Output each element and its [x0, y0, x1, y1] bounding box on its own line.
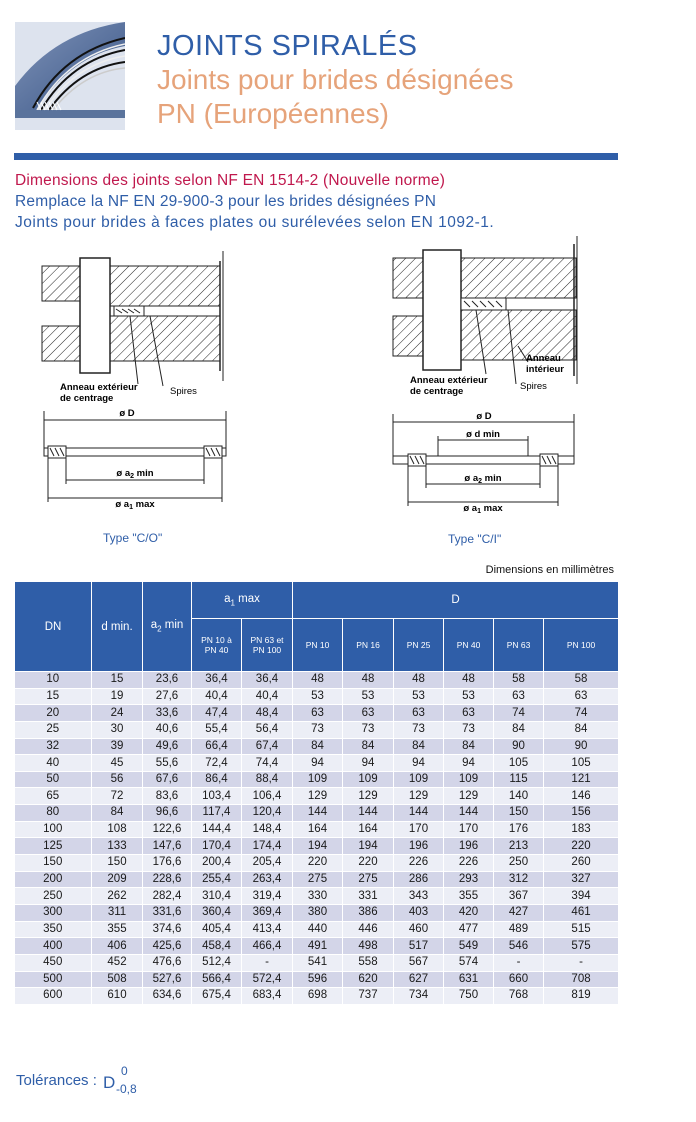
- table-cell: 620: [343, 971, 394, 988]
- table-row: [15, 771, 619, 788]
- table-cell: 220: [544, 838, 619, 855]
- dim-a2: ø $a_2$ min: [116, 468, 154, 480]
- table-cell: 15: [15, 688, 92, 705]
- table-cell: 20: [15, 705, 92, 722]
- table-cell: 129: [293, 788, 343, 805]
- table-cell: 220: [293, 855, 343, 872]
- table-cell: 105: [494, 755, 544, 772]
- table-cell: 83,6: [143, 788, 192, 805]
- label-outer-ring-2: de centrage: [60, 393, 114, 404]
- header-a1-pn63-100: PN 63 et PN 100: [242, 619, 293, 672]
- table-cell: 196: [394, 838, 444, 855]
- table-row: [15, 788, 619, 805]
- table-cell: 86,4: [192, 771, 242, 788]
- table-cell: 293: [444, 871, 494, 888]
- table-cell: 84: [494, 721, 544, 738]
- table-cell: 331: [343, 888, 394, 905]
- table-cell: 53: [444, 688, 494, 705]
- diagram-type-ci: [388, 236, 608, 516]
- table-cell: 566,4: [192, 971, 242, 988]
- table-cell: 63: [343, 705, 394, 722]
- table-cell: 660: [494, 971, 544, 988]
- table-row: [15, 904, 619, 921]
- table-cell: 109: [394, 771, 444, 788]
- table-cell: 109: [293, 771, 343, 788]
- table-cell: 286: [394, 871, 444, 888]
- table-cell: 213: [494, 838, 544, 855]
- table-cell: 310,4: [192, 888, 242, 905]
- table-cell: 84: [444, 738, 494, 755]
- dim-d-min: ø d min: [466, 429, 500, 440]
- header-rule: [14, 153, 618, 160]
- table-row: [15, 738, 619, 755]
- table-cell: 491: [293, 938, 343, 955]
- table-cell: 394: [544, 888, 619, 905]
- table-cell: 150: [494, 805, 544, 822]
- table-cell: 33,6: [143, 705, 192, 722]
- table-row: [15, 938, 619, 955]
- table-cell: 105: [544, 755, 619, 772]
- table-cell: 176,6: [143, 855, 192, 872]
- table-cell: 512,4: [192, 954, 242, 971]
- table-cell: 94: [394, 755, 444, 772]
- table-cell: 45: [92, 755, 143, 772]
- table-cell: 94: [293, 755, 343, 772]
- table-cell: 140: [494, 788, 544, 805]
- table-cell: 255,4: [192, 871, 242, 888]
- table-cell: 369,4: [242, 904, 293, 921]
- table-cell: 40,6: [143, 721, 192, 738]
- header-D-pn: PN 25: [394, 619, 444, 672]
- header-D-pn: PN 16: [343, 619, 394, 672]
- table-cell: 610: [92, 988, 143, 1005]
- table-row: [15, 838, 619, 855]
- table-cell: 200,4: [192, 855, 242, 872]
- table-cell: 343: [394, 888, 444, 905]
- table-cell: 53: [343, 688, 394, 705]
- table-row: [15, 705, 619, 722]
- type-co-label: Type "C/O": [103, 531, 163, 545]
- table-cell: 400: [15, 938, 92, 955]
- table-cell: 96,6: [143, 805, 192, 822]
- table-cell: 312: [494, 871, 544, 888]
- table-row: [15, 821, 619, 838]
- table-cell: 575: [544, 938, 619, 955]
- table-row: [15, 755, 619, 772]
- tolerance-lower: -0,8: [116, 1082, 137, 1096]
- table-cell: 72,4: [192, 755, 242, 772]
- header-D-pn: PN 100: [544, 619, 619, 672]
- table-cell: 627: [394, 971, 444, 988]
- table-cell: 350: [15, 921, 92, 938]
- table-cell: 374,6: [143, 921, 192, 938]
- table-cell: 683,4: [242, 988, 293, 1005]
- table-cell: 263,4: [242, 871, 293, 888]
- table-cell: 405,4: [192, 921, 242, 938]
- table-cell: 698: [293, 988, 343, 1005]
- table-cell: 27,6: [143, 688, 192, 705]
- table-cell: 73: [343, 721, 394, 738]
- table-cell: 125: [15, 838, 92, 855]
- table-cell: 150: [15, 855, 92, 872]
- table-cell: 39: [92, 738, 143, 755]
- table-cell: 15: [92, 672, 143, 689]
- table-row: [15, 855, 619, 872]
- table-cell: 73: [444, 721, 494, 738]
- table-cell: 250: [15, 888, 92, 905]
- table-cell: 90: [544, 738, 619, 755]
- table-cell: 574: [444, 954, 494, 971]
- table-cell: 446: [343, 921, 394, 938]
- table-cell: 88,4: [242, 771, 293, 788]
- table-cell: 466,4: [242, 938, 293, 955]
- table-cell: 330: [293, 888, 343, 905]
- table-cell: 176: [494, 821, 544, 838]
- table-cell: 49,6: [143, 738, 192, 755]
- table-cell: 476,6: [143, 954, 192, 971]
- table-cell: 558: [343, 954, 394, 971]
- table-cell: 53: [293, 688, 343, 705]
- table-cell: 734: [394, 988, 444, 1005]
- table-cell: 675,4: [192, 988, 242, 1005]
- table-cell: 450: [15, 954, 92, 971]
- header-a2min: $a_2$ min: [143, 582, 192, 672]
- table-cell: 47,4: [192, 705, 242, 722]
- table-cell: 144: [444, 805, 494, 822]
- table-cell: 489: [494, 921, 544, 938]
- table-cell: 498: [343, 938, 394, 955]
- header-a1-pn10-40: PN 10 à PN 40: [192, 619, 242, 672]
- table-cell: 84: [343, 738, 394, 755]
- table-cell: 205,4: [242, 855, 293, 872]
- tolerance-symbol: D: [103, 1073, 116, 1092]
- table-cell: 48: [343, 672, 394, 689]
- table-cell: 63: [444, 705, 494, 722]
- table-cell: 67,4: [242, 738, 293, 755]
- table-body: [15, 672, 619, 1005]
- table-cell: 40,4: [242, 688, 293, 705]
- table-cell: 48: [394, 672, 444, 689]
- dim-a1-ci: ø $a_1$ max: [463, 503, 503, 515]
- table-cell: 48,4: [242, 705, 293, 722]
- table-cell: 74: [494, 705, 544, 722]
- table-cell: 461: [544, 904, 619, 921]
- table-cell: 90: [494, 738, 544, 755]
- header-dmin: d min.: [92, 582, 143, 672]
- table-cell: 631: [444, 971, 494, 988]
- header-dn: DN: [15, 582, 92, 672]
- table-cell: 327: [544, 871, 619, 888]
- table-row: [15, 672, 619, 689]
- table-row: [15, 721, 619, 738]
- table-row: [15, 688, 619, 705]
- table-cell: 355: [444, 888, 494, 905]
- table-row: [15, 888, 619, 905]
- table-cell: 196: [444, 838, 494, 855]
- dim-D-ci: ø D: [476, 411, 492, 422]
- table-cell: 55,4: [192, 721, 242, 738]
- table-cell: 50: [15, 771, 92, 788]
- table-cell: 260: [544, 855, 619, 872]
- table-cell: 23,6: [143, 672, 192, 689]
- table-cell: 108: [92, 821, 143, 838]
- table-cell: 194: [293, 838, 343, 855]
- table-cell: 768: [494, 988, 544, 1005]
- table-cell: 30: [92, 721, 143, 738]
- table-row: [15, 954, 619, 971]
- label-inner-ring: Anneau: [526, 353, 561, 364]
- table-cell: 19: [92, 688, 143, 705]
- table-cell: 72: [92, 788, 143, 805]
- table-cell: 40: [15, 755, 92, 772]
- table-cell: 25: [15, 721, 92, 738]
- units-note: Dimensions en millimètres: [485, 564, 614, 576]
- table-cell: 460: [394, 921, 444, 938]
- table-cell: 66,4: [192, 738, 242, 755]
- table-cell: 300: [15, 904, 92, 921]
- table-cell: 458,4: [192, 938, 242, 955]
- table-cell: 63: [293, 705, 343, 722]
- table-cell: 48: [444, 672, 494, 689]
- table-cell: 121: [544, 771, 619, 788]
- table-row: [15, 871, 619, 888]
- dimensions-table: [14, 581, 619, 1005]
- table-cell: 226: [444, 855, 494, 872]
- table-cell: 386: [343, 904, 394, 921]
- table-cell: 84: [293, 738, 343, 755]
- table-cell: -: [494, 954, 544, 971]
- page-subtitle-line1: Joints pour brides désignées: [157, 64, 514, 95]
- header-D-pn: PN 10: [293, 619, 343, 672]
- label-inner-ring-2: intérieur: [526, 364, 565, 375]
- table-cell: 452: [92, 954, 143, 971]
- table-cell: 144: [293, 805, 343, 822]
- table-cell: 115: [494, 771, 544, 788]
- table-cell: 170: [394, 821, 444, 838]
- header-D: D: [293, 582, 619, 619]
- label-spires-ci: Spires: [520, 381, 547, 392]
- table-cell: 36,4: [242, 672, 293, 689]
- table-cell: 355: [92, 921, 143, 938]
- table-cell: 194: [343, 838, 394, 855]
- table-cell: 220: [343, 855, 394, 872]
- table-cell: 84: [544, 721, 619, 738]
- table-cell: 55,6: [143, 755, 192, 772]
- table-cell: 282,4: [143, 888, 192, 905]
- diagram-type-co: [30, 236, 250, 516]
- table-cell: 600: [15, 988, 92, 1005]
- table-cell: 144,4: [192, 821, 242, 838]
- table-cell: 129: [394, 788, 444, 805]
- table-cell: 84: [394, 738, 444, 755]
- table-cell: 275: [343, 871, 394, 888]
- table-cell: 546: [494, 938, 544, 955]
- page-title: JOINTS SPIRALÉS: [157, 30, 418, 62]
- table-cell: 146: [544, 788, 619, 805]
- table-cell: 517: [394, 938, 444, 955]
- table-cell: 120,4: [242, 805, 293, 822]
- table-cell: 170: [444, 821, 494, 838]
- label-spires: Spires: [170, 386, 197, 397]
- table-cell: 403: [394, 904, 444, 921]
- table-cell: 148,4: [242, 821, 293, 838]
- table-cell: 74,4: [242, 755, 293, 772]
- table-cell: 103,4: [192, 788, 242, 805]
- table-cell: 819: [544, 988, 619, 1005]
- table-cell: 500: [15, 971, 92, 988]
- type-ci-label: Type "C/I": [448, 532, 502, 546]
- intro-line-1: Dimensions des joints selon NF EN 1514-2 (Nouvelle norme): [15, 172, 446, 189]
- table-cell: 477: [444, 921, 494, 938]
- table-cell: 319,4: [242, 888, 293, 905]
- table-cell: 56,4: [242, 721, 293, 738]
- table-cell: 440: [293, 921, 343, 938]
- gasket-illustration: [15, 22, 125, 130]
- table-cell: 228,6: [143, 871, 192, 888]
- table-cell: 275: [293, 871, 343, 888]
- table-cell: 94: [343, 755, 394, 772]
- table-cell: 708: [544, 971, 619, 988]
- table-cell: 147,6: [143, 838, 192, 855]
- table-cell: 311: [92, 904, 143, 921]
- table-cell: 58: [544, 672, 619, 689]
- table-cell: 58: [494, 672, 544, 689]
- table-cell: 737: [343, 988, 394, 1005]
- table-cell: 63: [394, 705, 444, 722]
- table-cell: 129: [444, 788, 494, 805]
- table-cell: 209: [92, 871, 143, 888]
- table-cell: 380: [293, 904, 343, 921]
- table-cell: 56: [92, 771, 143, 788]
- table-cell: 406: [92, 938, 143, 955]
- table-cell: 63: [544, 688, 619, 705]
- page-subtitle-line2: PN (Européennes): [157, 98, 389, 129]
- table-cell: 133: [92, 838, 143, 855]
- table-cell: 508: [92, 971, 143, 988]
- table-cell: 596: [293, 971, 343, 988]
- table-row: [15, 805, 619, 822]
- header-D-pn: PN 63: [494, 619, 544, 672]
- table-cell: 427: [494, 904, 544, 921]
- table-cell: 549: [444, 938, 494, 955]
- header-a1max: $a_1$ max: [192, 582, 293, 619]
- table-cell: 144: [394, 805, 444, 822]
- table-cell: 53: [394, 688, 444, 705]
- table-cell: 32: [15, 738, 92, 755]
- table-cell: 84: [92, 805, 143, 822]
- table-cell: 36,4: [192, 672, 242, 689]
- table-cell: 67,6: [143, 771, 192, 788]
- table-cell: 100: [15, 821, 92, 838]
- table-cell: 425,6: [143, 938, 192, 955]
- table-cell: 250: [494, 855, 544, 872]
- table-cell: -: [544, 954, 619, 971]
- table-cell: 183: [544, 821, 619, 838]
- table-cell: 129: [343, 788, 394, 805]
- table-cell: 73: [394, 721, 444, 738]
- table-cell: 109: [444, 771, 494, 788]
- table-cell: 10: [15, 672, 92, 689]
- table-cell: 174,4: [242, 838, 293, 855]
- table-cell: 331,6: [143, 904, 192, 921]
- table-row: [15, 988, 619, 1005]
- table-cell: 367: [494, 888, 544, 905]
- intro-line-2: Remplace la NF EN 29-900-3 pour les brides désignées PN: [15, 193, 437, 210]
- table-cell: 109: [343, 771, 394, 788]
- table-cell: 65: [15, 788, 92, 805]
- table-cell: 413,4: [242, 921, 293, 938]
- table-cell: -: [242, 954, 293, 971]
- intro-line-3: Joints pour brides à faces plates ou surélevées selon EN 1092-1.: [15, 214, 495, 231]
- table-cell: 567: [394, 954, 444, 971]
- table-cell: 200: [15, 871, 92, 888]
- label-outer-ring-ci-2: de centrage: [410, 386, 464, 397]
- table-cell: 24: [92, 705, 143, 722]
- table-row: [15, 921, 619, 938]
- table-cell: 226: [394, 855, 444, 872]
- table-cell: 74: [544, 705, 619, 722]
- table-cell: 527,6: [143, 971, 192, 988]
- table-cell: 164: [343, 821, 394, 838]
- table-cell: 750: [444, 988, 494, 1005]
- table-cell: 94: [444, 755, 494, 772]
- table-cell: 164: [293, 821, 343, 838]
- table-cell: 122,6: [143, 821, 192, 838]
- table-row: [15, 971, 619, 988]
- table-cell: 150: [92, 855, 143, 872]
- table-cell: 73: [293, 721, 343, 738]
- table-cell: 541: [293, 954, 343, 971]
- dim-a2-ci: ø $a_2$ min: [464, 473, 502, 485]
- table-cell: 40,4: [192, 688, 242, 705]
- table-cell: 117,4: [192, 805, 242, 822]
- table-cell: 156: [544, 805, 619, 822]
- table-cell: 144: [343, 805, 394, 822]
- table-cell: 360,4: [192, 904, 242, 921]
- table-cell: 420: [444, 904, 494, 921]
- tolerance-upper: 0: [121, 1064, 128, 1078]
- table-cell: 48: [293, 672, 343, 689]
- table-cell: 572,4: [242, 971, 293, 988]
- header-D-pn: PN 40: [444, 619, 494, 672]
- tolerance-label: Tolérances :: [16, 1072, 97, 1089]
- dim-D: ø D: [119, 408, 135, 419]
- dim-a1: ø $a_1$ max: [115, 499, 155, 511]
- label-outer-ring-ci: Anneau extérieur: [410, 375, 488, 386]
- table-cell: 515: [544, 921, 619, 938]
- table-cell: 80: [15, 805, 92, 822]
- table-cell: 262: [92, 888, 143, 905]
- table-cell: 63: [494, 688, 544, 705]
- table-cell: 634,6: [143, 988, 192, 1005]
- table-cell: 170,4: [192, 838, 242, 855]
- table-cell: 106,4: [242, 788, 293, 805]
- label-outer-ring: Anneau extérieur: [60, 382, 138, 393]
